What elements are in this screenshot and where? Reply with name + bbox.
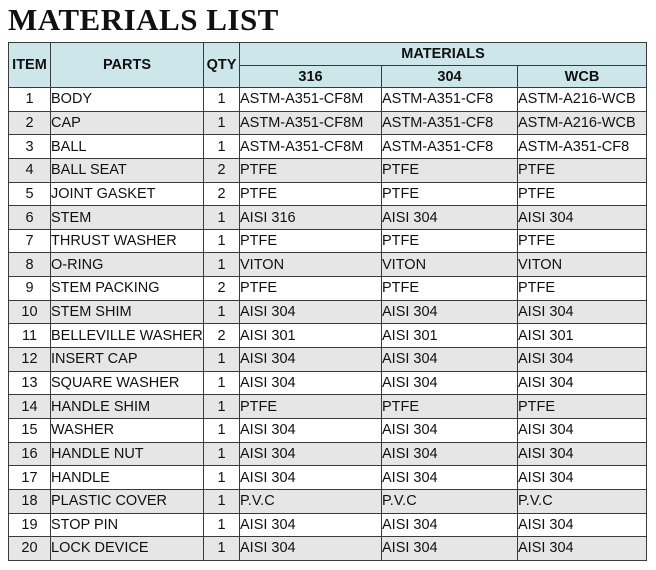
header-materials: MATERIALS xyxy=(240,43,647,66)
material-wcb-cell: AISI 304 xyxy=(518,466,647,490)
material-304-cell: AISI 304 xyxy=(382,537,518,561)
material-304-cell: AISI 304 xyxy=(382,466,518,490)
table-row xyxy=(9,395,647,419)
table-row xyxy=(9,158,647,182)
part-cell: WASHER xyxy=(51,418,204,442)
material-wcb-cell: ASTM-A216-WCB xyxy=(518,111,647,135)
part-cell: BELLEVILLE WASHER xyxy=(51,324,204,348)
qty-cell: 1 xyxy=(204,253,240,277)
item-cell: 4 xyxy=(9,158,51,182)
item-cell: 20 xyxy=(9,537,51,561)
table-row xyxy=(9,489,647,513)
table-row xyxy=(9,253,647,277)
item-cell: 10 xyxy=(9,300,51,324)
item-cell: 16 xyxy=(9,442,51,466)
qty-cell: 1 xyxy=(204,348,240,372)
material-wcb-cell: PTFE xyxy=(518,158,647,182)
part-cell: INSERT CAP xyxy=(51,348,204,372)
material-304-cell: P.V.C xyxy=(382,489,518,513)
qty-cell: 1 xyxy=(204,513,240,537)
item-cell: 1 xyxy=(9,88,51,112)
material-wcb-cell: VITON xyxy=(518,253,647,277)
material-wcb-cell: ASTM-A216-WCB xyxy=(518,88,647,112)
material-304-cell: AISI 304 xyxy=(382,513,518,537)
part-cell: BALL xyxy=(51,135,204,159)
material-304-cell: PTFE xyxy=(382,395,518,419)
material-316-cell: AISI 304 xyxy=(240,513,382,537)
table-row xyxy=(9,206,647,230)
table-row xyxy=(9,277,647,301)
table-row xyxy=(9,466,647,490)
part-cell: BALL SEAT xyxy=(51,158,204,182)
material-304-cell: VITON xyxy=(382,253,518,277)
material-316-cell: PTFE xyxy=(240,182,382,206)
item-cell: 19 xyxy=(9,513,51,537)
material-316-cell: PTFE xyxy=(240,158,382,182)
material-304-cell: AISI 304 xyxy=(382,418,518,442)
part-cell: JOINT GASKET xyxy=(51,182,204,206)
material-316-cell: AISI 304 xyxy=(240,537,382,561)
material-316-cell: PTFE xyxy=(240,229,382,253)
page-title: MATERIALS LIST xyxy=(8,2,279,37)
material-304-cell: ASTM-A351-CF8 xyxy=(382,88,518,112)
part-cell: PLASTIC COVER xyxy=(51,489,204,513)
material-wcb-cell: PTFE xyxy=(518,182,647,206)
material-wcb-cell: PTFE xyxy=(518,277,647,301)
material-316-cell: AISI 304 xyxy=(240,371,382,395)
material-316-cell: ASTM-A351-CF8M xyxy=(240,135,382,159)
material-wcb-cell: AISI 304 xyxy=(518,371,647,395)
table-row xyxy=(9,442,647,466)
part-cell: STEM xyxy=(51,206,204,230)
item-cell: 17 xyxy=(9,466,51,490)
material-wcb-cell: ASTM-A351-CF8 xyxy=(518,135,647,159)
item-cell: 14 xyxy=(9,395,51,419)
material-316-cell: PTFE xyxy=(240,277,382,301)
qty-cell: 1 xyxy=(204,395,240,419)
part-cell: STOP PIN xyxy=(51,513,204,537)
header-item: ITEM xyxy=(9,43,51,88)
table-row xyxy=(9,111,647,135)
item-cell: 5 xyxy=(9,182,51,206)
table-row xyxy=(9,135,647,159)
header-wcb: WCB xyxy=(518,66,647,88)
item-cell: 7 xyxy=(9,229,51,253)
item-cell: 6 xyxy=(9,206,51,230)
qty-cell: 1 xyxy=(204,537,240,561)
material-316-cell: PTFE xyxy=(240,395,382,419)
table-row xyxy=(9,537,647,561)
qty-cell: 1 xyxy=(204,489,240,513)
part-cell: HANDLE NUT xyxy=(51,442,204,466)
header-316: 316 xyxy=(240,66,382,88)
part-cell: STEM SHIM xyxy=(51,300,204,324)
item-cell: 11 xyxy=(9,324,51,348)
material-wcb-cell: PTFE xyxy=(518,395,647,419)
material-304-cell: PTFE xyxy=(382,229,518,253)
item-cell: 12 xyxy=(9,348,51,372)
material-wcb-cell: AISI 304 xyxy=(518,206,647,230)
material-wcb-cell: AISI 304 xyxy=(518,442,647,466)
material-316-cell: AISI 304 xyxy=(240,442,382,466)
material-304-cell: AISI 304 xyxy=(382,206,518,230)
material-304-cell: PTFE xyxy=(382,277,518,301)
table-row xyxy=(9,229,647,253)
qty-cell: 1 xyxy=(204,206,240,230)
qty-cell: 1 xyxy=(204,135,240,159)
item-cell: 8 xyxy=(9,253,51,277)
material-316-cell: AISI 304 xyxy=(240,348,382,372)
part-cell: CAP xyxy=(51,111,204,135)
qty-cell: 1 xyxy=(204,466,240,490)
header-qty: QTY xyxy=(204,43,240,88)
material-wcb-cell: AISI 304 xyxy=(518,537,647,561)
qty-cell: 2 xyxy=(204,277,240,301)
material-wcb-cell: AISI 304 xyxy=(518,300,647,324)
table-row xyxy=(9,182,647,206)
part-cell: THRUST WASHER xyxy=(51,229,204,253)
material-316-cell: AISI 304 xyxy=(240,418,382,442)
material-304-cell: AISI 304 xyxy=(382,300,518,324)
material-wcb-cell: AISI 304 xyxy=(518,348,647,372)
item-cell: 2 xyxy=(9,111,51,135)
qty-cell: 1 xyxy=(204,111,240,135)
part-cell: O-RING xyxy=(51,253,204,277)
material-304-cell: PTFE xyxy=(382,182,518,206)
qty-cell: 1 xyxy=(204,371,240,395)
qty-cell: 2 xyxy=(204,158,240,182)
table-row xyxy=(9,418,647,442)
part-cell: HANDLE xyxy=(51,466,204,490)
material-304-cell: ASTM-A351-CF8 xyxy=(382,135,518,159)
header-304: 304 xyxy=(382,66,518,88)
material-316-cell: AISI 301 xyxy=(240,324,382,348)
item-cell: 18 xyxy=(9,489,51,513)
material-304-cell: AISI 301 xyxy=(382,324,518,348)
part-cell: HANDLE SHIM xyxy=(51,395,204,419)
materials-table xyxy=(8,42,647,561)
material-wcb-cell: P.V.C xyxy=(518,489,647,513)
item-cell: 9 xyxy=(9,277,51,301)
part-cell: SQUARE WASHER xyxy=(51,371,204,395)
table-row xyxy=(9,371,647,395)
material-wcb-cell: AISI 304 xyxy=(518,513,647,537)
material-wcb-cell: PTFE xyxy=(518,229,647,253)
qty-cell: 2 xyxy=(204,324,240,348)
material-304-cell: AISI 304 xyxy=(382,371,518,395)
table-row xyxy=(9,88,647,112)
part-cell: STEM PACKING xyxy=(51,277,204,301)
item-cell: 15 xyxy=(9,418,51,442)
table-row xyxy=(9,348,647,372)
table-body xyxy=(9,88,647,561)
item-cell: 3 xyxy=(9,135,51,159)
qty-cell: 1 xyxy=(204,442,240,466)
material-wcb-cell: AISI 301 xyxy=(518,324,647,348)
material-316-cell: AISI 316 xyxy=(240,206,382,230)
material-304-cell: PTFE xyxy=(382,158,518,182)
material-316-cell: VITON xyxy=(240,253,382,277)
table-row xyxy=(9,300,647,324)
material-wcb-cell: AISI 304 xyxy=(518,418,647,442)
qty-cell: 1 xyxy=(204,418,240,442)
material-316-cell: ASTM-A351-CF8M xyxy=(240,111,382,135)
table-row xyxy=(9,324,647,348)
qty-cell: 1 xyxy=(204,300,240,324)
material-304-cell: ASTM-A351-CF8 xyxy=(382,111,518,135)
qty-cell: 1 xyxy=(204,88,240,112)
part-cell: LOCK DEVICE xyxy=(51,537,204,561)
part-cell: BODY xyxy=(51,88,204,112)
material-304-cell: AISI 304 xyxy=(382,442,518,466)
qty-cell: 1 xyxy=(204,229,240,253)
header-parts: PARTS xyxy=(51,43,204,88)
material-316-cell: P.V.C xyxy=(240,489,382,513)
material-316-cell: ASTM-A351-CF8M xyxy=(240,88,382,112)
item-cell: 13 xyxy=(9,371,51,395)
material-316-cell: AISI 304 xyxy=(240,466,382,490)
material-316-cell: AISI 304 xyxy=(240,300,382,324)
table-row xyxy=(9,513,647,537)
header-row xyxy=(9,43,647,66)
qty-cell: 2 xyxy=(204,182,240,206)
material-304-cell: AISI 304 xyxy=(382,348,518,372)
